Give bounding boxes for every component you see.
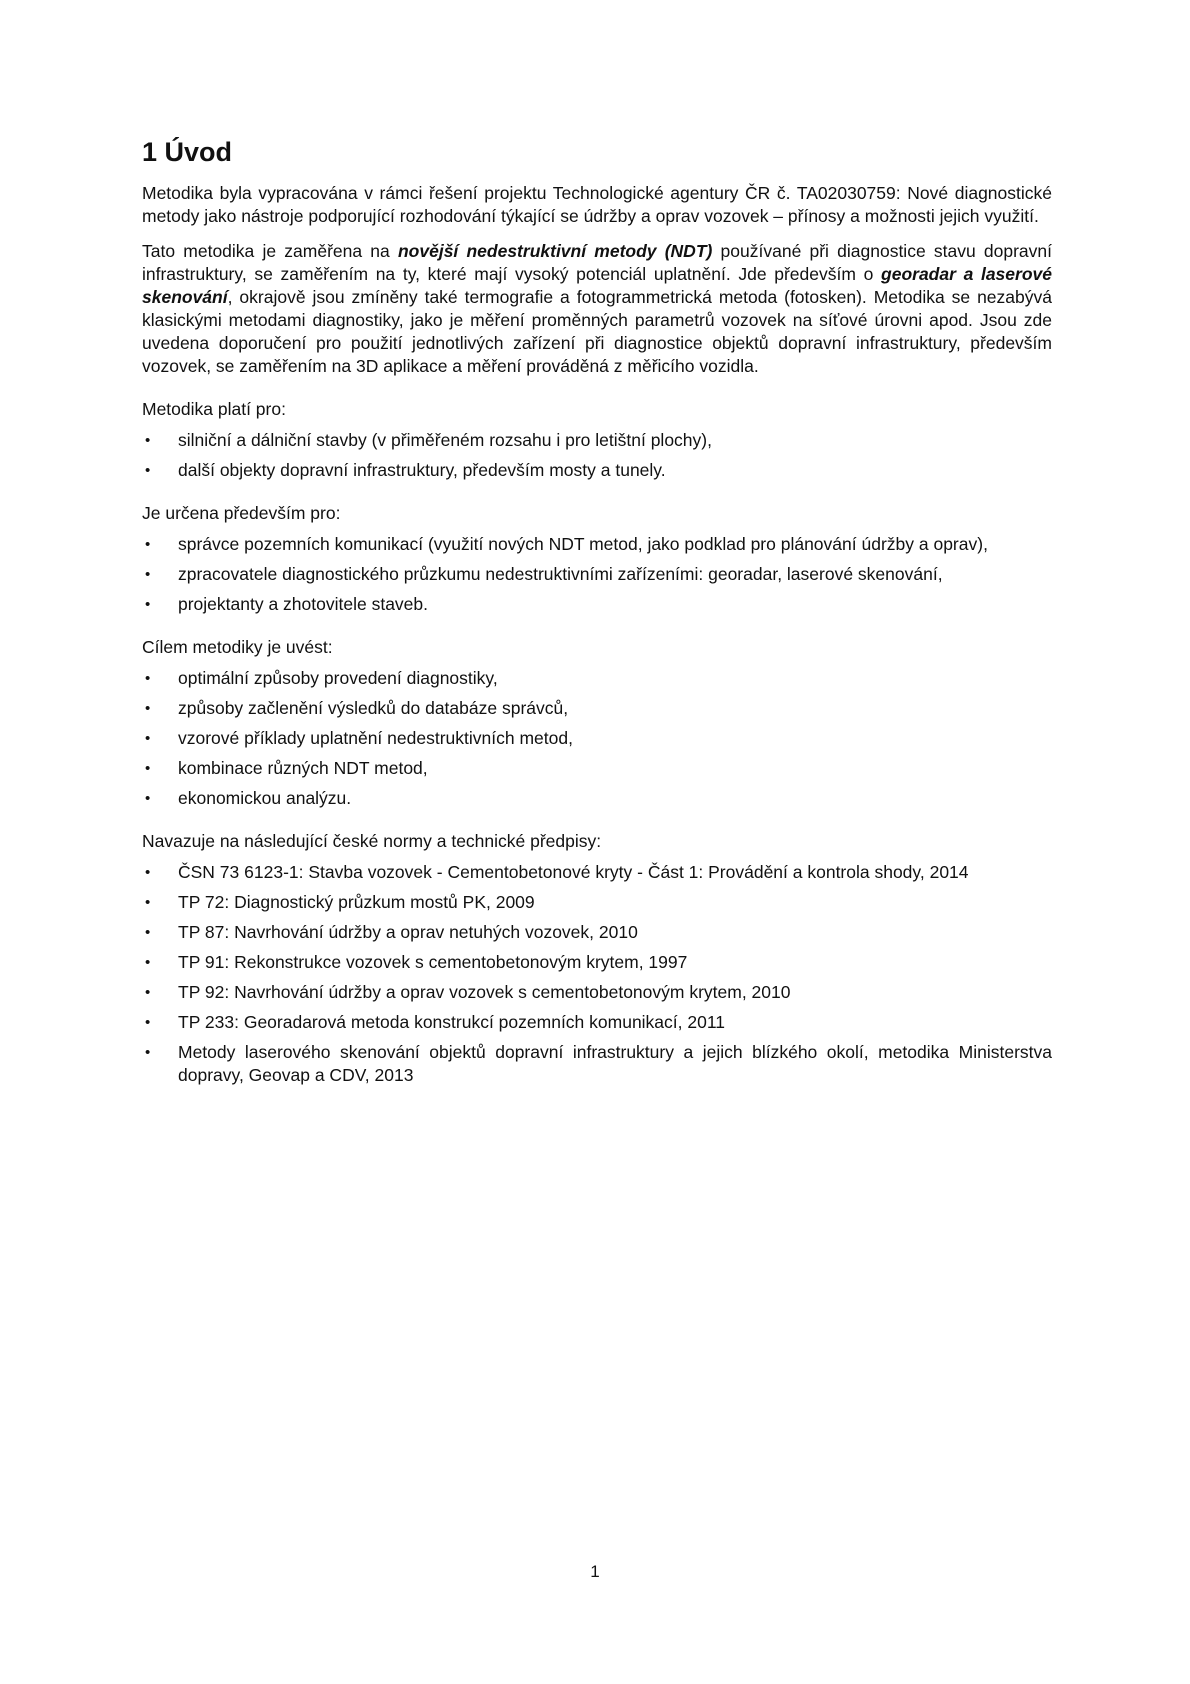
list-item: • TP 91: Rekonstrukce vozovek s cementobetonovým krytem, 1997 bbox=[145, 952, 688, 972]
list-item: • TP 92: Navrhování údržby a oprav vozovek s cementobetonovým krytem, 2010 bbox=[145, 982, 791, 1002]
goals-lead: Cílem metodiky je uvést: bbox=[142, 637, 333, 657]
bullet-icon: • bbox=[145, 894, 151, 911]
bullet-icon: • bbox=[145, 462, 151, 479]
standards-lead: Navazuje na následující české normy a technické předpisy: bbox=[142, 831, 602, 851]
list-item: • další objekty dopravní infrastruktury, především mosty a tunely. bbox=[145, 460, 666, 480]
bullet-icon: • bbox=[145, 670, 151, 687]
list-item: • TP 233: Georadarová metoda konstrukcí pozemních komunikací, 2011 bbox=[145, 1012, 726, 1032]
bullet-icon: • bbox=[145, 924, 151, 941]
scope-text-c: používané při diagnostice stavu dopravní infrastruktury, se zaměřením na ty, které mají vysoký potenciál uplatnění. Jde především o bbox=[142, 241, 1052, 284]
list-item: • Metody laserového skenování objektů dopravní infrastruktury a jejich blízkého okolí, metodika Ministerstva dopravy, Geovap a CDV, 2013 bbox=[145, 1042, 1052, 1085]
intro-paragraph: Metodika byla vypracována v rámci řešení projektu Technologické agentury ČR č. TA02030759: Nové diagnostické metody jako nástroje podporující rozhodování týkající se údržby a oprav vozovek – přínosy a možnosti jejich využití. bbox=[142, 183, 1052, 226]
bullet-icon: • bbox=[145, 984, 151, 1001]
bullet-icon: • bbox=[145, 1044, 151, 1061]
bullet-icon: • bbox=[145, 566, 151, 583]
bullet-icon: • bbox=[145, 864, 151, 881]
section-heading: 1 Úvod bbox=[142, 137, 233, 167]
bullet-icon: • bbox=[145, 760, 151, 777]
bullet-icon: • bbox=[145, 700, 151, 717]
list-item: • správce pozemních komunikací (využití nových NDT metod, jako podklad pro plánování údržby a oprav), bbox=[145, 534, 988, 554]
intended-for-list bbox=[142, 533, 1052, 616]
list-item: • silniční a dálniční stavby (v přiměřeném rozsahu i pro letištní plochy), bbox=[145, 430, 712, 450]
bullet-icon: • bbox=[145, 790, 151, 807]
list-item: • ekonomickou analýzu. bbox=[145, 788, 352, 808]
applies-to-lead: Metodika platí pro: bbox=[142, 399, 286, 419]
list-item: • TP 87: Navrhování údržby a oprav netuhých vozovek, 2010 bbox=[145, 922, 638, 942]
document-page bbox=[142, 136, 1052, 1107]
bullet-icon: • bbox=[145, 1014, 151, 1031]
list-item: • způsoby začlenění výsledků do databáze správců, bbox=[145, 698, 569, 718]
scope-paragraph bbox=[142, 240, 1052, 378]
bullet-icon: • bbox=[145, 432, 151, 449]
list-item: • TP 72: Diagnostický průzkum mostů PK, 2009 bbox=[145, 892, 535, 912]
list-item: • kombinace různých NDT metod, bbox=[145, 758, 428, 778]
bullet-icon: • bbox=[145, 536, 151, 553]
bullet-icon: • bbox=[145, 730, 151, 747]
page-number: 1 bbox=[590, 1562, 600, 1581]
scope-emphasis-ndt: novější nedestruktivní metody (NDT) bbox=[397, 241, 713, 261]
list-item: • vzorové příklady uplatnění nedestruktivních metod, bbox=[145, 728, 573, 748]
applies-to-list bbox=[142, 429, 1052, 482]
list-item: • optimální způsoby provedení diagnostiky, bbox=[145, 668, 498, 688]
standards-list bbox=[142, 861, 1052, 1087]
list-item: • zpracovatele diagnostického průzkumu nedestruktivními zařízeními: georadar, laserové skenování, bbox=[145, 564, 943, 584]
goals-list bbox=[142, 667, 1052, 810]
intended-for-lead: Je určena především pro: bbox=[142, 503, 341, 523]
bullet-icon: • bbox=[145, 596, 151, 613]
scope-emphasis-georadar: georadar a laserové skenování bbox=[142, 264, 1052, 307]
scope-text-e: , okrajově jsou zmíněny také termografie a fotogrammetrická metoda (fotosken). Metodika se nezabývá klasickými metodami diagnostiky, jako je měření proměnných parametrů vozovek na síťové úrovni apod. Jsou zde uvedena doporučení pro použití jednotlivých zařízení při diagnostice objektů dopravní infrastruktury, především vozovek, se zaměřením na 3D aplikace a měření prováděná z měřicího vozidla. bbox=[142, 287, 1052, 376]
scope-text-a: Tato metodika je zaměřena na bbox=[142, 241, 398, 261]
bullet-icon: • bbox=[145, 954, 151, 971]
list-item: • ČSN 73 6123-1: Stavba vozovek - Cementobetonové kryty - Část 1: Provádění a kontrola shody, 2014 bbox=[145, 862, 969, 882]
list-item: • projektanty a zhotovitele staveb. bbox=[145, 594, 429, 614]
